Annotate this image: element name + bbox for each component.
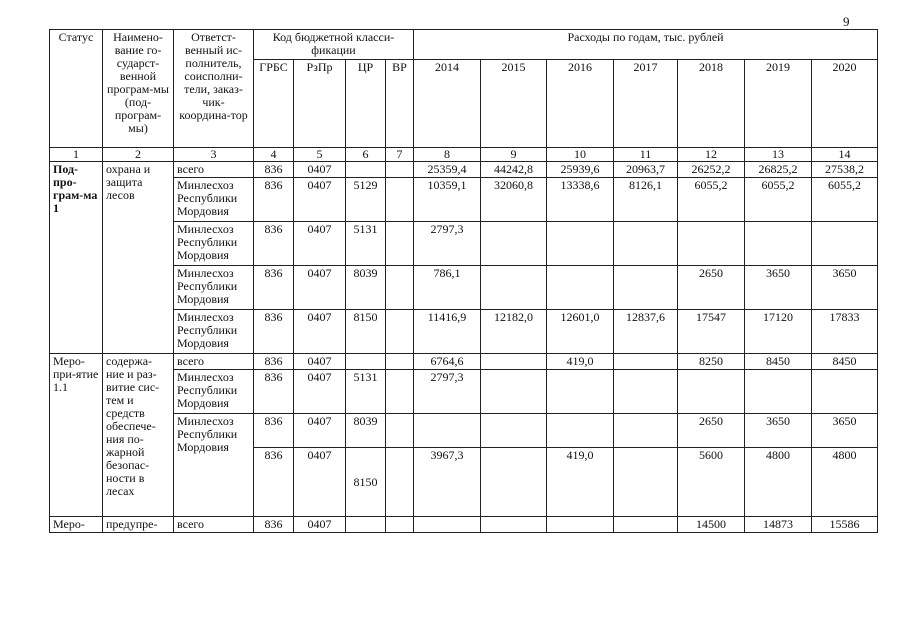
value-2020 — [812, 370, 878, 414]
grbs-cell: 836 — [254, 370, 294, 414]
value-2015 — [481, 222, 547, 266]
value-2015 — [481, 266, 547, 310]
grbs-cell: 836 — [254, 517, 294, 533]
value-2020: 4800 — [812, 448, 878, 517]
header-year: 2019 — [745, 60, 812, 148]
grbs-cell: 836 — [254, 162, 294, 178]
value-2020: 15586 — [812, 517, 878, 533]
value-2018: 2650 — [678, 414, 745, 448]
col-number: 7 — [386, 148, 414, 162]
budget-table — [49, 29, 878, 533]
value-2014: 10359,1 — [414, 178, 481, 222]
value-2020: 17833 — [812, 310, 878, 354]
value-2019: 4800 — [745, 448, 812, 517]
rzpr-cell: 0407 — [294, 222, 346, 266]
col-number: 5 — [294, 148, 346, 162]
grbs-cell: 836 — [254, 448, 294, 517]
value-2014: 2797,3 — [414, 222, 481, 266]
value-2019: 26825,2 — [745, 162, 812, 178]
value-2017: 8126,1 — [614, 178, 678, 222]
vr-cell — [386, 222, 414, 266]
value-2020: 27538,2 — [812, 162, 878, 178]
header-executor: Ответст-венный ис-полнитель, соисполни-тели, заказ-чик-координа-тор — [174, 30, 254, 148]
value-2016 — [547, 414, 614, 448]
header-status: Статус — [50, 30, 103, 148]
value-2018: 6055,2 — [678, 178, 745, 222]
executor-cell: Минлесхоз Республики Мордовия — [174, 266, 254, 310]
table-row — [50, 414, 878, 448]
vr-cell — [386, 162, 414, 178]
col-number: 12 — [678, 148, 745, 162]
table-row — [50, 222, 878, 266]
value-2015 — [481, 354, 547, 370]
table-row — [50, 266, 878, 310]
value-2018: 8250 — [678, 354, 745, 370]
column-number-row — [50, 148, 878, 162]
grbs-cell: 836 — [254, 266, 294, 310]
vr-cell — [386, 354, 414, 370]
value-2014 — [414, 517, 481, 533]
value-2017 — [614, 354, 678, 370]
page-number: 9 — [843, 14, 850, 29]
header-budget-code: Код бюджетной класси-фикации — [254, 30, 414, 60]
vr-cell — [386, 178, 414, 222]
value-2016: 419,0 — [547, 354, 614, 370]
value-2016: 419,0 — [547, 448, 614, 517]
cr-cell: 8150 — [346, 448, 386, 517]
cr-cell: 5131 — [346, 222, 386, 266]
col-number: 3 — [174, 148, 254, 162]
value-2018: 14500 — [678, 517, 745, 533]
col-number: 8 — [414, 148, 481, 162]
rzpr-cell: 0407 — [294, 310, 346, 354]
header-year: 2018 — [678, 60, 745, 148]
value-2020: 8450 — [812, 354, 878, 370]
value-2016 — [547, 370, 614, 414]
header-name: Наимено-вание го-сударст-венной програм-мы (под-програм-мы) — [103, 30, 174, 148]
value-2015: 12182,0 — [481, 310, 547, 354]
header-expenses: Расходы по годам, тыс. рублей — [414, 30, 878, 60]
grbs-cell: 836 — [254, 414, 294, 448]
executor-cell: Минлесхоз Республики Мордовия — [174, 222, 254, 266]
col-number: 4 — [254, 148, 294, 162]
value-2018 — [678, 222, 745, 266]
header-year: 2020 — [812, 60, 878, 148]
value-2018: 2650 — [678, 266, 745, 310]
value-2016: 12601,0 — [547, 310, 614, 354]
vr-cell — [386, 517, 414, 533]
status-measure-1-1: Меро-при-ятие 1.1 — [50, 354, 103, 517]
col-number: 13 — [745, 148, 812, 162]
value-2017: 20963,7 — [614, 162, 678, 178]
grbs-cell: 836 — [254, 178, 294, 222]
value-2019: 6055,2 — [745, 178, 812, 222]
table-row — [50, 310, 878, 354]
rzpr-cell: 0407 — [294, 414, 346, 448]
table-row — [50, 370, 878, 414]
value-2019: 3650 — [745, 266, 812, 310]
header-year: 2015 — [481, 60, 547, 148]
value-2020 — [812, 222, 878, 266]
value-2016: 25939,6 — [547, 162, 614, 178]
vr-cell — [386, 266, 414, 310]
executor-cell: Минлесхоз Республики Мордовия — [174, 178, 254, 222]
table-row — [50, 178, 878, 222]
executor-cell: Минлесхоз Республики Мордовия — [174, 414, 254, 517]
value-2020: 3650 — [812, 266, 878, 310]
rzpr-cell: 0407 — [294, 178, 346, 222]
status-subprogram-1: Под-про-грам-ма 1 — [50, 162, 103, 354]
table-row — [50, 517, 878, 533]
value-2017 — [614, 414, 678, 448]
name-measure-1-1: содержа-ние и раз-витие сис-тем и средств обеспече-ния по-жарной безопас-ности в лесах — [103, 354, 174, 517]
rzpr-cell: 0407 — [294, 354, 346, 370]
value-2015 — [481, 370, 547, 414]
value-2019 — [745, 370, 812, 414]
col-number: 10 — [547, 148, 614, 162]
cr-cell: 5131 — [346, 370, 386, 414]
grbs-cell: 836 — [254, 310, 294, 354]
value-2015: 32060,8 — [481, 178, 547, 222]
value-2017 — [614, 370, 678, 414]
table-row — [50, 354, 878, 370]
cr-cell — [346, 354, 386, 370]
header-year: 2016 — [547, 60, 614, 148]
value-2016 — [547, 517, 614, 533]
header-year: 2014 — [414, 60, 481, 148]
value-2016: 13338,6 — [547, 178, 614, 222]
rzpr-cell: 0407 — [294, 266, 346, 310]
value-2019 — [745, 222, 812, 266]
name-measure-1-2: предупре- — [103, 517, 174, 533]
grbs-cell: 836 — [254, 354, 294, 370]
value-2014: 3967,3 — [414, 448, 481, 517]
value-2019: 14873 — [745, 517, 812, 533]
value-2017 — [614, 517, 678, 533]
value-2019: 3650 — [745, 414, 812, 448]
cr-cell: 8039 — [346, 266, 386, 310]
value-2018: 26252,2 — [678, 162, 745, 178]
header-year: 2017 — [614, 60, 678, 148]
rzpr-cell: 0407 — [294, 448, 346, 517]
col-number: 14 — [812, 148, 878, 162]
cr-cell — [346, 162, 386, 178]
value-2018 — [678, 370, 745, 414]
value-2016 — [547, 222, 614, 266]
executor-cell: Минлесхоз Республики Мордовия — [174, 310, 254, 354]
grbs-cell: 836 — [254, 222, 294, 266]
header-code-grbs: ГРБС — [254, 60, 294, 148]
value-2017 — [614, 448, 678, 517]
cr-cell: 5129 — [346, 178, 386, 222]
name-subprogram-1: охрана и защита лесов — [103, 162, 174, 354]
value-2014: 11416,9 — [414, 310, 481, 354]
value-2015 — [481, 517, 547, 533]
executor-cell: всего — [174, 162, 254, 178]
col-number: 1 — [50, 148, 103, 162]
value-2014 — [414, 414, 481, 448]
vr-cell — [386, 370, 414, 414]
value-2019: 17120 — [745, 310, 812, 354]
value-2017: 12837,6 — [614, 310, 678, 354]
executor-cell: всего — [174, 517, 254, 533]
value-2014: 6764,6 — [414, 354, 481, 370]
value-2019: 8450 — [745, 354, 812, 370]
value-2020: 6055,2 — [812, 178, 878, 222]
col-number: 6 — [346, 148, 386, 162]
value-2015 — [481, 448, 547, 517]
header-code-cr: ЦР — [346, 60, 386, 148]
table-row — [50, 162, 878, 178]
rzpr-cell: 0407 — [294, 370, 346, 414]
value-2014: 786,1 — [414, 266, 481, 310]
cr-cell: 8039 — [346, 414, 386, 448]
status-measure-1-2: Меро- — [50, 517, 103, 533]
cr-cell: 8150 — [346, 310, 386, 354]
cr-cell — [346, 517, 386, 533]
value-2017 — [614, 266, 678, 310]
header-code-rzpr: РзПр — [294, 60, 346, 148]
value-2016 — [547, 266, 614, 310]
rzpr-cell: 0407 — [294, 517, 346, 533]
value-2015: 44242,8 — [481, 162, 547, 178]
value-2015 — [481, 414, 547, 448]
value-2014: 2797,3 — [414, 370, 481, 414]
vr-cell — [386, 310, 414, 354]
col-number: 11 — [614, 148, 678, 162]
col-number: 9 — [481, 148, 547, 162]
col-number: 2 — [103, 148, 174, 162]
value-2020: 3650 — [812, 414, 878, 448]
value-2018: 17547 — [678, 310, 745, 354]
vr-cell — [386, 414, 414, 448]
header-code-vr: ВР — [386, 60, 414, 148]
value-2018: 5600 — [678, 448, 745, 517]
value-2014: 25359,4 — [414, 162, 481, 178]
value-2017 — [614, 222, 678, 266]
executor-cell: всего — [174, 354, 254, 370]
executor-cell: Минлесхоз Республики Мордовия — [174, 370, 254, 414]
rzpr-cell: 0407 — [294, 162, 346, 178]
vr-cell — [386, 448, 414, 517]
